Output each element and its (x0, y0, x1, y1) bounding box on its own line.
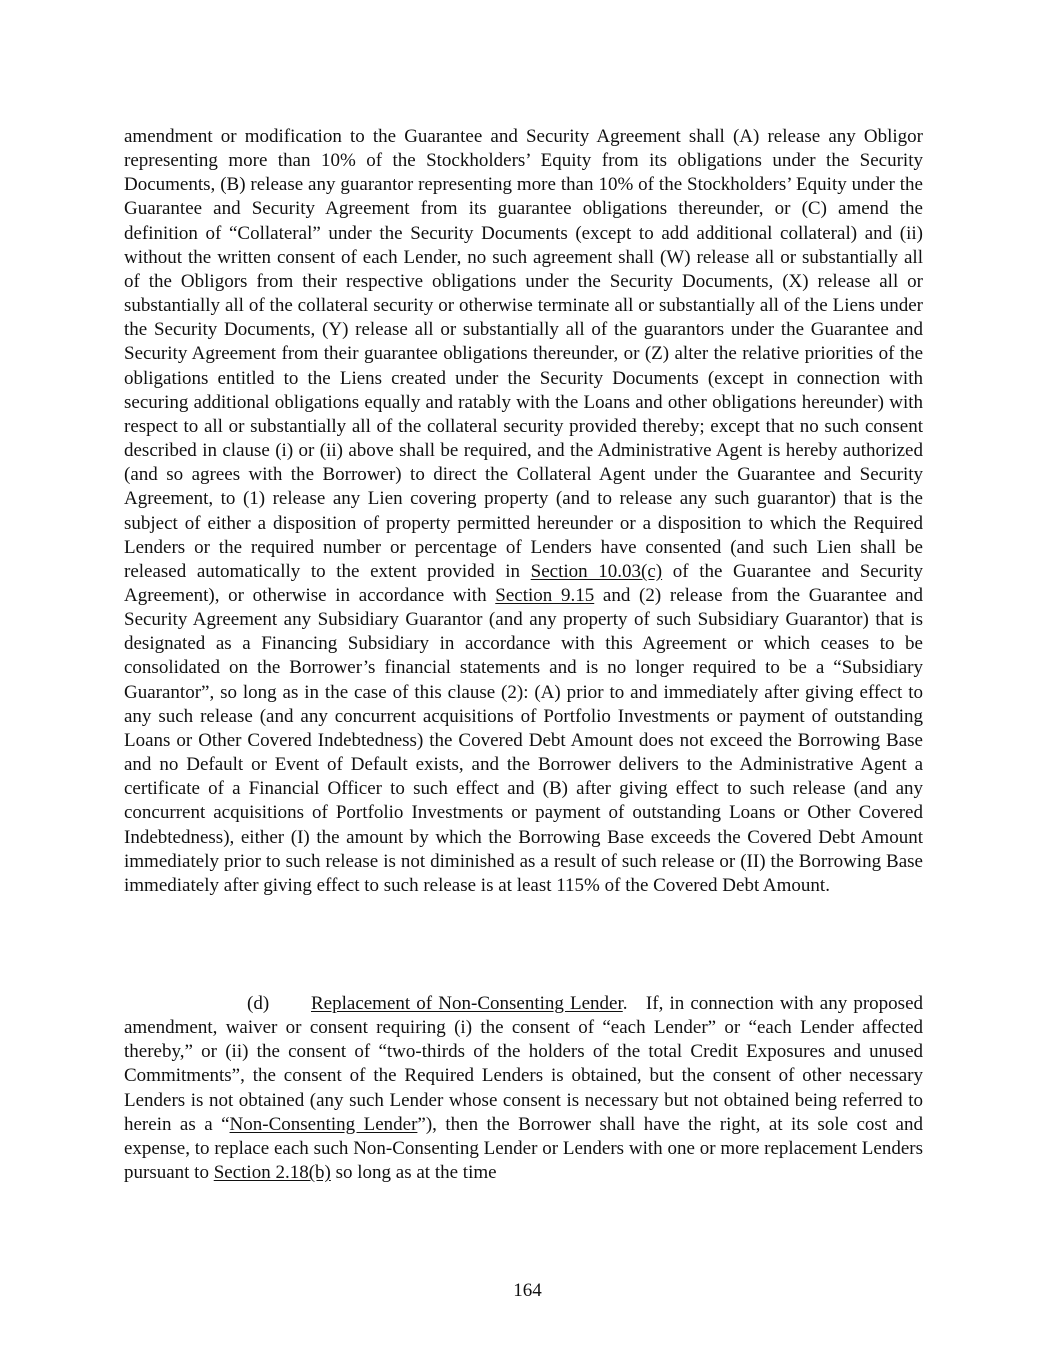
paragraph-1-text-a: amendment or modification to the Guarantee and Security Agreement shall (A) release any Obligor representing more than 10% of the Stockholders’ Equity from its obligations under the Security Documents, (B) release any guarantor representing more than 10% of the Stockholders’ Equity under the Guarantee and Security Agreement from its guarantee obligations thereunder, or (C) amend the definition of “Collateral” under the Security Documents (except to add additional collateral) and (ii) without the written consent of each Lender, no such agreement shall (W) release all or substantially all of the Obligors from their respective obligations under the Security Documents, (X) release all or substantially all of the collateral security or otherwise terminate all or substantially all of the Liens under the Security Documents, (Y) release all or substantially all of the guarantors under the Guarantee and Security Agreement from their guarantee obligations thereunder, or (Z) alter the relative priorities of the obligations entitled to the Liens created under the Security Documents (except in connection with securing additional obligations equally and ratably with the Loans and other obligations hereunder) with respect to all or substantially all of the collateral security provided thereby; except that no such consent described in clause (i) or (ii) above shall be required, and the Administrative Agent is hereby authorized (and so agrees with the Borrower) to direct the Collateral Agent under the Guarantee and Security Agreement, to (1) release any Lien covering property (and to release any such guarantor) that is the subject of either a disposition of property permitted hereunder or a disposition to which the Required Lenders or the required number or percentage of Lenders have consented (and such Lien shall be released automatically to the extent provided in (124, 126, 923, 582)
section-9-15-reference: Section 9.15 (495, 584, 595, 606)
paragraph-non-consenting-lender (124, 992, 923, 1185)
page-number: 164 (513, 1280, 542, 1301)
clause-heading: Replacement of Non-Consenting Lender (311, 993, 623, 1014)
paragraph-1-text-c: and (2) release from the Guarantee and Security Agreement any Subsidiary Guarantor (and any property of such Subsidiary Guarantor) that is designated as a Financing Subsidiary in accordance with this Agreement or which ceases to be consolidated on the Borrower’s financial statements and is no longer required to be a “Subsidiary Guarantor”, so long as in the case of this clause (2): (A) prior to and immediately after giving effect to any such release (and any concurrent acquisitions of Portfolio Investments or payment of outstanding Loans or Other Covered Indebtedness) the Covered Debt Amount does not exceed the Borrowing Base and no Default or Event of Default exists, and the Borrower delivers to the Administrative Agent a certificate of a Financial Officer to such effect and (B) after giving effect to such release (and any concurrent acquisitions of Portfolio Investments or payment of outstanding Loans or Other Covered Indebtedness), either (I) the amount by which the Borrowing Base exceeds the Covered Debt Amount immediately prior to such release is not diminished as a result of such release or (II) the Borrowing Base immediately after giving effect to such release is at least 115% of the Covered Debt Amount. (124, 584, 923, 896)
clause-heading-period: . (622, 993, 628, 1014)
defined-term-non-consenting-lender: Non-Consenting Lender (229, 1113, 418, 1135)
section-10-03-c-reference: Section 10.03(c) (530, 560, 663, 582)
clause-label: (d) (247, 993, 270, 1014)
paragraph-2-text-c: so long as at the time (335, 1162, 497, 1184)
paragraph-1-text-b: of the Guarantee and Security Agreement), or otherwise in accordance with (124, 560, 924, 606)
paragraph-2-text-a: If, in connection with any proposed amendment, waiver or consent requiring (i) the consent of “each Lender” or “each Lender affected thereby,” or (ii) the consent of “two-thirds of the holders of the total Credit Exposures and unused Commitments”, the consent of the Required Lenders is obtained, but the consent of other necessary Lenders is not obtained (any such Lender whose consent is necessary but not obtained being referred to herein as a “ (124, 993, 924, 1135)
paragraph-2-text-b: ”), then the Borrower shall have the right, at its sole cost and expense, to replace each such Non-Consenting Lender or Lenders with one or more replacement Lenders pursuant to (124, 1113, 923, 1184)
section-2-18-b-reference: Section 2.18(b) (213, 1162, 331, 1184)
paragraph-release-provisions (124, 125, 923, 898)
